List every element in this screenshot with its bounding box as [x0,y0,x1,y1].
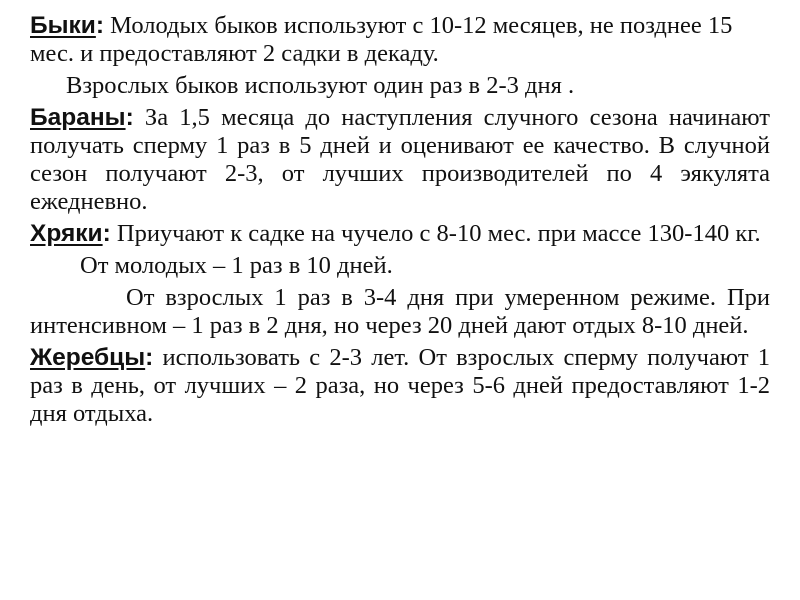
bulls-note: Взрослых быков используют один раз в 2-3 дня . [66,72,575,99]
boars-note-adult: От взрослых 1 раз в 3-4 дня при умеренном режиме. При интенсивном – 1 раз в 2 дня, но через 20 дней дают отдых 8-10 дней. [30,284,770,339]
rams-paragraph [30,104,770,216]
rams-text: За 1,5 месяца до наступления случного сезона начинают получать сперму 1 раз в 5 дней и оценивают ее качество. В случной сезон получают 2-3, от лучших производителей по 4 эякулята ежедневно. [30,104,770,215]
boars-colon: : [102,220,111,247]
bulls-text: Молодых быков используют с 10-12 месяцев, не позднее 15 мес. и предоставляют 2 садки в декаду. [30,12,733,67]
bulls-paragraph [30,12,770,68]
rams-colon: : [125,104,134,131]
bulls-colon: : [95,12,105,39]
boars-note-young: От молодых – 1 раз в 10 дней. [80,252,393,279]
stallions-colon: : [145,344,154,371]
stallions-paragraph [30,344,770,428]
stallions-text: использовать с 2-3 лет. От взрослых сперму получают 1 раз в день, от лучших – 2 раза, но через 5-6 дней предоставляют 1-2 дня отдыха. [30,344,770,427]
rams-term: Бараны [30,104,126,131]
bulls-term: Быки [30,12,96,39]
boars-text: Приучают к садке на чучело с 8-10 мес. при массе 130-140 кг. [110,220,761,247]
boars-paragraph [30,220,770,248]
boars-term: Хряки [30,220,103,247]
stallions-term: Жеребцы [30,344,146,371]
